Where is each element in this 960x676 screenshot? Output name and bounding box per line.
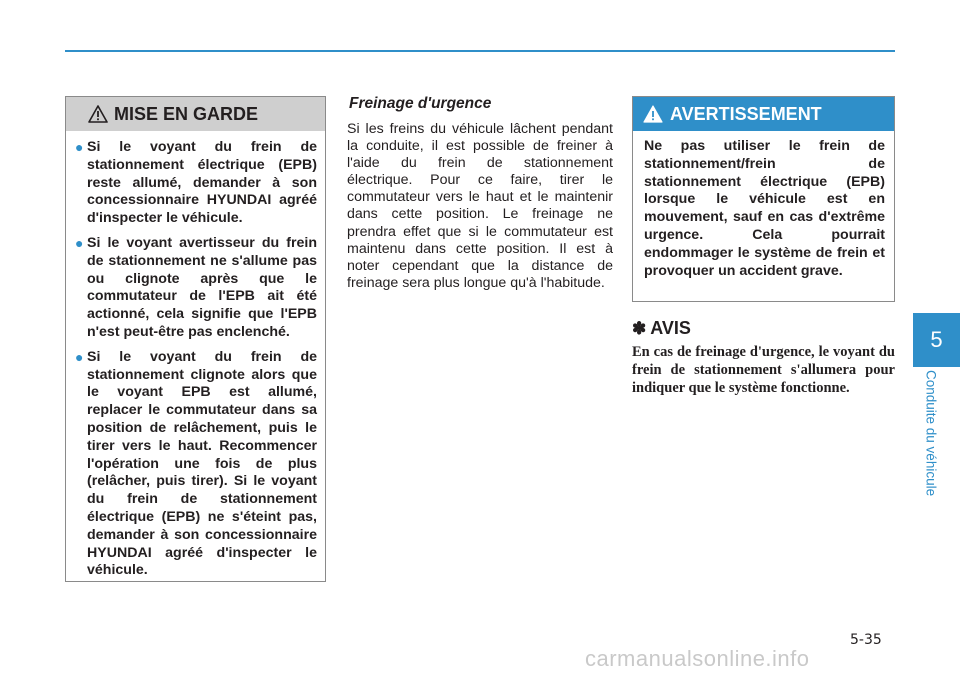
asterisk-icon: ✽ [632,318,647,338]
notice-section [632,318,895,397]
bullet-icon: ● [75,139,84,155]
caution-item: ● Si le voyant du frein de stationnement clignote alors que le voyant EPB est allumé, replacer le commutateur dans sa position de relâchement, puis le tirer vers le haut. Recommencer l'opération une fois de plus (relâcher, puis tirer). Si le voyant du frein de stationnement électrique (EPB) ne s'éteint pas, demander à son concessionnaire HYUNDAI agréé d'inspecter le véhicule. [75,348,317,579]
bullet-icon: ● [75,348,84,365]
warning-title: AVERTISSEMENT [670,103,822,124]
notice-title: AVIS [650,318,691,338]
caution-box [65,96,326,582]
warning-header [633,97,894,131]
warning-text: Ne pas utiliser le frein de stationnement/frein de stationnement électrique (EPB) lorsque le véhicule est en mouvement, sauf en cas d'extrême urgence. Cela pourrait endommager le système de frein et provoquer un accident grave. [644,138,885,279]
warning-triangle-icon [88,105,108,123]
chapter-label: Conduite du véhicule [923,370,939,497]
page-number: 5-35 [850,632,882,648]
caution-title: MISE EN GARDE [114,103,259,124]
watermark: carmanualsonline.info [585,646,810,671]
notice-header [632,318,895,339]
caution-item: ● Si le voyant du frein de stationnement électrique (EPB) reste allumé, demander à son concessionnaire HYUNDAI agréé d'inspecter le véhicule. [75,139,317,227]
warning-triangle-icon [643,105,663,123]
caution-list [66,131,325,580]
bullet-icon: ● [75,234,84,251]
notice-text: En cas de freinage d'urgence, le voyant du frein de stationnement s'allumera pour indiquer que le système fonctionne. [632,344,895,396]
caution-item: ● Si le voyant avertisseur du frein de stationnement ne s'allume pas ou clignote après que le commutateur de l'EPB ait été actionné, cela signifie que l'EPB n'est peut-être pas enclenché. [75,234,317,340]
top-rule [65,50,895,52]
emergency-braking-section [347,95,613,292]
section-title: Freinage d'urgence [349,95,492,112]
section-text: Si les freins du véhicule lâchent pendant la conduite, il est possible de freiner à l'aide du frein de stationnement électrique. Pour ce faire, tirer le commutateur vers le haut et le maintenir dans cette position. Le freinage ne prendra effet que si le commutateur est maintenu dans cette position. Il est à noter cependant que la distance de freinage sera plus longue qu'à l'habitude. [347,121,613,291]
chapter-tab[interactable]: 5 [913,313,960,367]
warning-box [632,96,895,302]
caution-header [66,97,325,131]
